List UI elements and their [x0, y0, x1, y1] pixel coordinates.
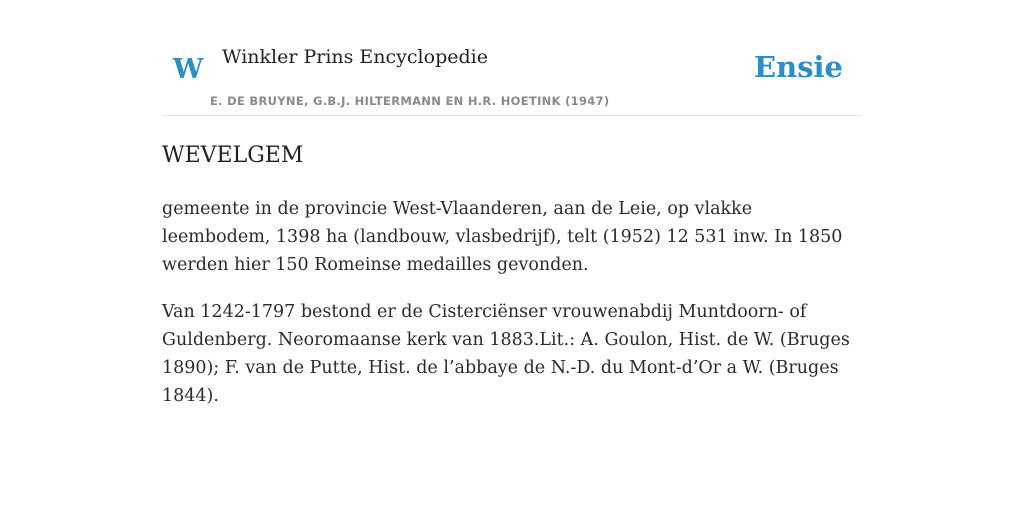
entry-paragraph: gemeente in de provincie West-Vlaanderen, aan de Leie, op vlakke leembodem, 1398 ha (landbouw, vlasbedrijf), telt (1952) 12 531 inw. In 1850 werden hier 150 Romeinse medailles gevonden. — [162, 199, 843, 275]
entry-paragraph: Van 1242-1797 bestond er de Cisterciënser vrouwenabdij Muntdoorn- of Guldenberg. Neoromaanse kerk van 1883.Lit.: A. Goulon, Hist. de W. (Bruges 1890); F. van de Putte, Hist. de l’abbaye de N.-D. du Mont-d’Or a W. (Bruges 1844). — [162, 302, 850, 406]
ensie-brand-logo[interactable]: Ensie — [754, 50, 843, 84]
winkler-prins-logo[interactable]: W — [173, 54, 204, 85]
header — [162, 44, 862, 116]
entry-body — [162, 195, 862, 410]
page — [162, 0, 862, 410]
site-title-link[interactable]: Winkler Prins Encyclopedie — [222, 46, 488, 68]
entry-title: WEVELGEM — [162, 143, 304, 168]
authors-line: E. DE BRUYNE, G.B.J. HILTERMANN EN H.R. HOETINK (1947) — [210, 94, 610, 108]
